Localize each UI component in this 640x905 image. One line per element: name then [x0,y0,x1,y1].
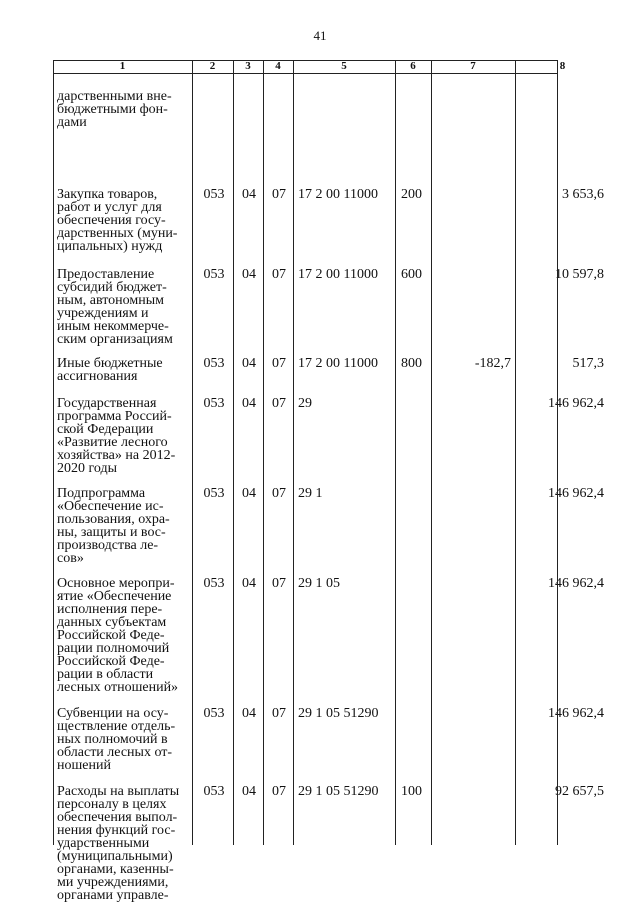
cell-c3: 04 [242,187,256,202]
row-description [57,90,189,129]
description-line: работ и услуг для [57,200,162,215]
cell-c3: 04 [242,784,256,799]
row-description [57,397,189,475]
cell-c6: 800 [401,356,422,371]
description-line: субсидий бюджет- [57,280,167,295]
description-line: Иные бюджетные [57,356,163,371]
description-line: иным некоммерче- [57,319,169,334]
cell-c3: 04 [242,486,256,501]
description-line: ципальных) нужд [57,239,163,254]
col-border-1 [192,60,193,845]
description-line: Государственная [57,396,157,411]
cell-c4: 07 [272,576,286,591]
description-line: ми учреждениями, [57,875,169,890]
cell-c7: -182,7 [474,356,511,371]
cell-c3: 04 [242,706,256,721]
col-border-7 [515,60,516,845]
description-line: дами [57,115,87,130]
description-line: «Развитие лесного [57,435,168,450]
header-col-7: 7 [470,60,476,72]
cell-c8: 146 962,4 [548,706,604,721]
description-line: нения функций гос- [57,823,176,838]
description-line: ской Федерации [57,422,154,437]
description-line: рации в области [57,667,154,682]
cell-c3: 04 [242,356,256,371]
cell-c2: 053 [203,784,225,799]
page-number: 41 [313,28,327,43]
row-description [57,188,189,253]
description-line: рации полномочий [57,641,170,656]
description-line: данных субъектам [57,615,167,630]
description-line: персоналу в целях [57,797,167,812]
description-line: «Обеспечение ис- [57,499,164,514]
cell-c2: 053 [203,187,225,202]
cell-c4: 07 [272,706,286,721]
header-col-4: 4 [275,60,281,72]
description-line: учреждениям и [57,306,149,321]
cell-c2: 053 [203,356,225,371]
cell-c8: 146 962,4 [548,576,604,591]
header-col-1: 1 [119,60,126,72]
description-line: дарственными вне- [57,89,172,104]
cell-c4: 07 [272,187,286,202]
cell-c2: 053 [203,576,225,591]
description-line: лесных отношений» [57,680,179,695]
row-description [57,487,189,565]
cell-c6: 200 [401,187,422,202]
description-line: ным, автономным [57,293,165,308]
col-border-2 [233,60,234,845]
description-line: Субвенции на осу- [57,706,169,721]
col-border-5 [395,60,396,845]
description-line: Российской Феде- [57,654,165,669]
row-description [57,785,189,902]
cell-c8: 517,3 [572,356,604,371]
cell-c8: 92 657,5 [555,784,604,799]
cell-c8: 10 597,8 [555,267,604,282]
cell-c2: 053 [203,706,225,721]
col-border-6 [431,60,432,845]
cell-c5: 17 2 00 11000 [298,267,378,282]
cell-c5: 17 2 00 11000 [298,356,378,371]
description-line: ассигнования [57,369,138,384]
col-border-4 [293,60,294,845]
cell-c4: 07 [272,784,286,799]
description-line: обеспечения выпол- [57,810,178,825]
header-col-8: 8 [559,60,566,72]
cell-c4: 07 [272,396,286,411]
description-line: Закупка товаров, [57,187,158,202]
header-col-5: 5 [341,60,347,72]
cell-c5: 29 1 05 [298,576,340,591]
cell-c3: 04 [242,396,256,411]
description-line: исполнения пере- [57,602,163,617]
description-line: (муниципальными) [57,849,173,864]
description-line: ятие «Обеспечение [57,589,172,604]
cell-c5: 29 1 05 51290 [298,784,379,799]
cell-c5: 29 [298,396,312,411]
description-line: ществление отдель- [57,719,176,734]
description-line: Расходы на выплаты [57,784,180,799]
description-line: дарственных (муни- [57,226,178,241]
description-line: области лесных от- [57,745,173,760]
description-line: бюджетными фон- [57,102,168,117]
description-line: Основное меропри- [57,576,175,591]
cell-c8: 3 653,6 [562,187,604,202]
cell-c5: 29 1 [298,486,323,501]
description-line: программа Россий- [57,409,172,424]
cell-c4: 07 [272,267,286,282]
cell-c2: 053 [203,396,225,411]
description-line: ны, защиты и вос- [57,525,166,540]
cell-c3: 04 [242,267,256,282]
description-line: ношений [57,758,111,773]
cell-c3: 04 [242,576,256,591]
description-line: Предоставление [57,267,155,282]
header-col-3: 3 [245,60,251,72]
cell-c6: 100 [401,784,422,799]
description-line: пользования, охра- [57,512,170,527]
description-line: производства ле- [57,538,159,553]
header-col-6: 6 [410,60,416,72]
col-border-8 [557,60,558,845]
description-line: ударственными [57,836,150,851]
cell-c6: 600 [401,267,422,282]
description-line: ных полномочий в [57,732,168,747]
description-line: органами, казенны- [57,862,174,877]
row-description [57,268,189,346]
cell-c8: 146 962,4 [548,396,604,411]
header-col8-bottom-rule [515,73,557,74]
header-col-2: 2 [209,60,216,72]
row-description [57,707,189,772]
description-line: органами управле- [57,888,169,903]
row-description [57,357,189,383]
description-line: Подпрограмма [57,486,146,501]
cell-c2: 053 [203,267,225,282]
description-line: сов» [57,551,84,566]
header-col8-top-rule [515,60,557,61]
cell-c4: 07 [272,356,286,371]
header-bottom-rule [53,73,526,74]
col-border-0 [53,60,54,845]
cell-c4: 07 [272,486,286,501]
description-line: хозяйства» на 2012- [57,448,176,463]
description-line: обеспечения госу- [57,213,166,228]
cell-c5: 17 2 00 11000 [298,187,378,202]
description-line: ским организациям [57,332,173,347]
col-border-3 [263,60,264,845]
cell-c2: 053 [203,486,225,501]
row-description [57,577,189,694]
cell-c8: 146 962,4 [548,486,604,501]
cell-c5: 29 1 05 51290 [298,706,379,721]
description-line: 2020 годы [57,461,118,476]
description-line: Российской Феде- [57,628,165,643]
budget-table [53,60,604,903]
